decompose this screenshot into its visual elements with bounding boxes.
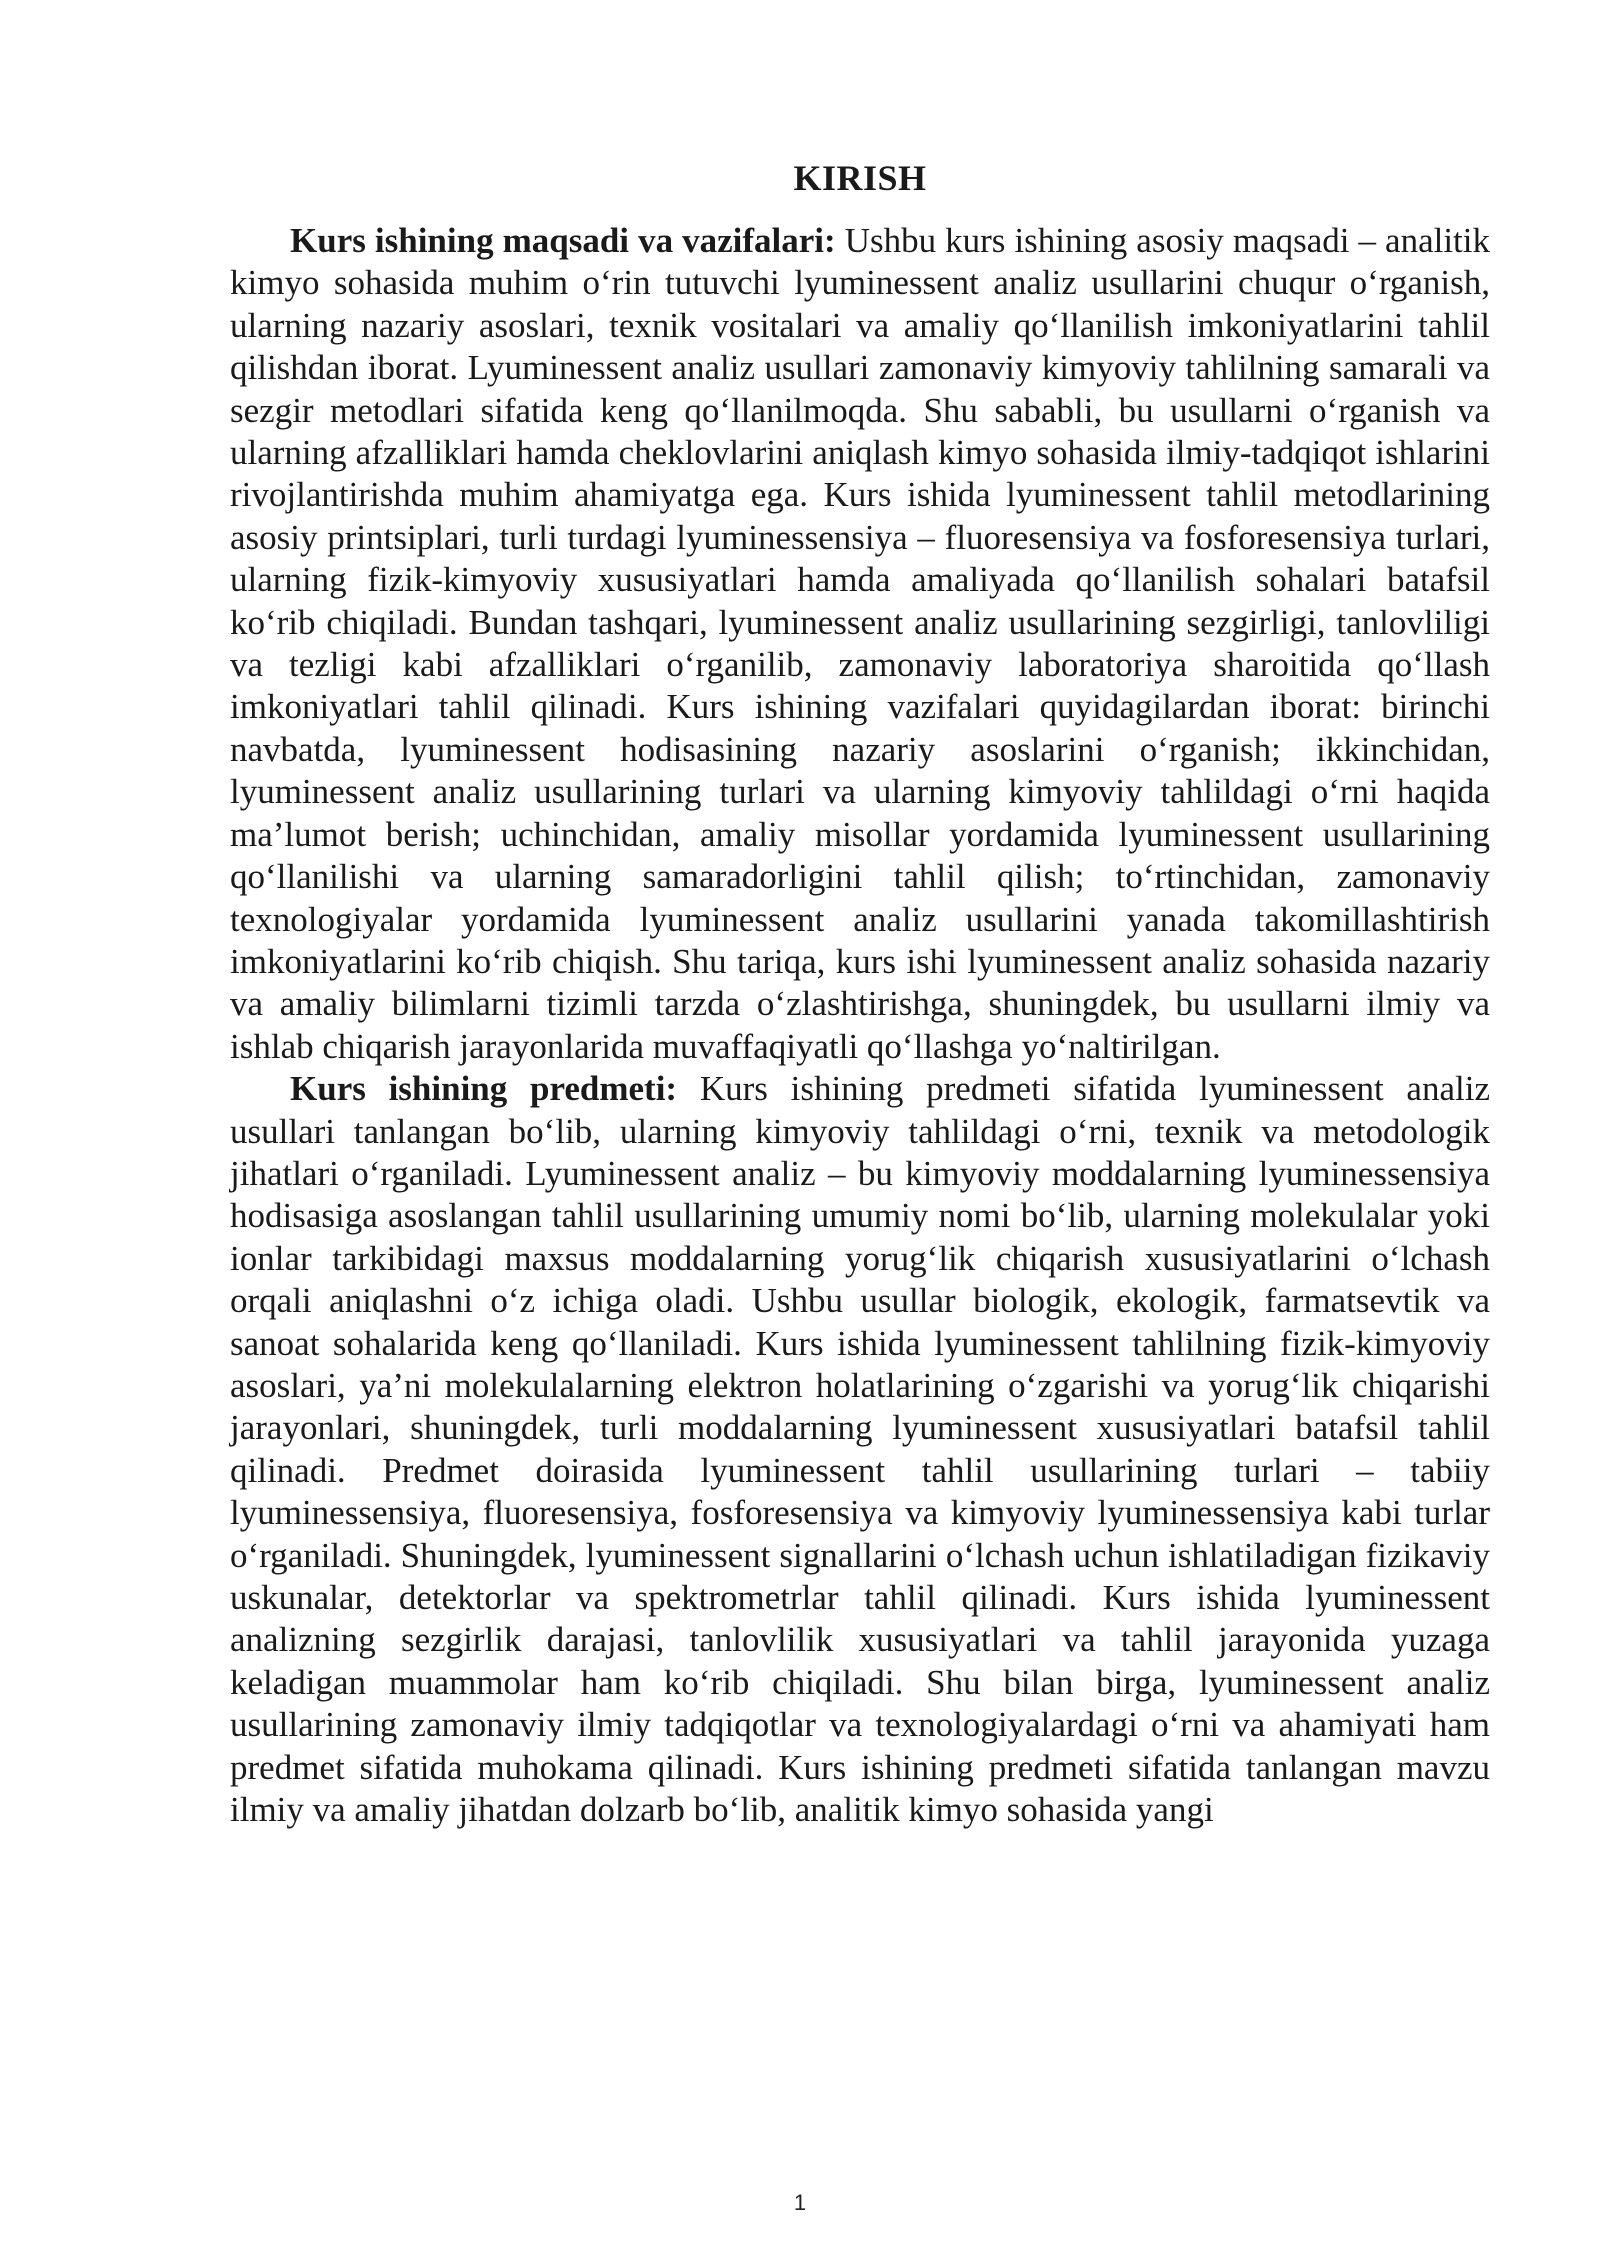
paragraph-subject-heading: Kurs ishining predmeti:: [290, 1069, 678, 1109]
paragraph-goals-heading: Kurs ishining maqsadi va vazifalari:: [290, 221, 836, 260]
paragraph-goals: [230, 220, 1490, 1068]
paragraph-subject: [230, 1068, 1490, 1831]
page-title: KIRISH: [793, 158, 927, 198]
paragraph-goals-text: Ushbu kurs ishining asosiy maqsadi – analitik kimyo sohasida muhim o‘rin tutuvchi lyuminessent analiz usullarini chuqur o‘rganish, ularning nazariy asoslari, texnik vositalari va amaliy qo‘llanilish imkoniyatlarini tahlil qilishdan iborat. Lyuminessent analiz usullari zamonaviy kimyoviy tahlilning samarali va sezgir metodlari sifatida keng qo‘llanilmoqda. Shu sababli, bu usullarni o‘rganish va ularning afzalliklari hamda cheklovlarini aniqlash kimyo sohasida ilmiy-tadqiqot ishlarini rivojlantirishda muhim ahamiyatga ega. Kurs ishida lyuminessent tahlil metodlarining asosiy printsiplari, turli turdagi lyuminessensiya – fluoresensiya va fosforesensiya turlari, ularning fizik-kimyoviy xususiyatlari hamda amaliyada qo‘llanilish sohalari batafsil ko‘rib chiqiladi. Bundan tashqari, lyuminessent analiz usullarining sezgirligi, tanlovliligi va tezligi kabi afzalliklari o‘rganilib, zamonaviy laboratoriya sharoitida qo‘llash imkoniyatlari tahlil qilinadi. Kurs ishining vazifalari quyidagilardan iborat: birinchi navbatda, lyuminessent hodisasining nazariy asoslarini o‘rganish; ikkinchidan, lyuminessent analiz usullarining turlari va ularning kimyoviy tahlildagi o‘rni haqida ma’lumot berish; uchinchidan, amaliy misollar yordamida lyuminessent usullarining qo‘llanilishi va ularning samaradorligini tahlil qilish; to‘rtinchidan, zamonaviy texnologiyalar yordamida lyuminessent analiz usullarini yanada takomillashtirish imkoniyatlarini ko‘rib chiqish. Shu tariqa, kurs ishi lyuminessent analiz sohasida nazariy va amaliy bilimlarni tizimli tarzda o‘zlashtirishga, shuningdek, bu usullarni ilmiy va ishlab chiqarish jarayonlarida muvaffaqiyatli qo‘llashga yo‘naltirilgan.: [230, 221, 1491, 1066]
paragraph-subject-text: Kurs ishining predmeti sifatida lyuminessent analiz usullari tanlangan bo‘lib, ularning kimyoviy tahlildagi o‘rni, texnik va metodologik jihatlari o‘rganiladi. Lyuminessent analiz – bu kimyoviy moddalarning lyuminessensiya hodisasiga asoslangan tahlil usullarining umumiy nomi bo‘lib, ularning molekulalar yoki ionlar tarkibidagi maxsus moddalarning yorug‘lik chiqarish xususiyatlarini o‘lchash orqali aniqlashni o‘z ichiga oladi. Ushbu usullar biologik, ekologik, farmatsevtik va sanoat sohalarida keng qo‘llaniladi. Kurs ishida lyuminessent tahlilning fizik-kimyoviy asoslari, ya’ni molekulalarning elektron holatlarining o‘zgarishi va yorug‘lik chiqarishi jarayonlari, shuningdek, turli moddalarning lyuminessent xususiyatlari batafsil tahlil qilinadi. Predmet doirasida lyuminessent tahlil usullarining turlari – tabiiy lyuminessensiya, fluoresensiya, fosforesensiya va kimyoviy lyuminessensiya kabi turlar o‘rganiladi. Shuningdek, lyuminessent signallarini o‘lchash uchun ishlatiladigan fizikaviy uskunalar, detektorlar va spektrometrlar tahlil qilinadi. Kurs ishida lyuminessent analizning sezgirlik darajasi, tanlovlilik xususiyatlari va tahlil jarayonida yuzaga keladigan muammolar ham ko‘rib chiqiladi. Shu bilan birga, lyuminessent analiz usullarining zamonaviy ilmiy tadqiqotlar va texnologiyalardagi o‘rni va ahamiyati ham predmet sifatida muhokama qilinadi. Kurs ishining predmeti sifatida tanlangan mavzu ilmiy va amaliy jihatdan dolzarb bo‘lib, analitik kimyo sohasida yangi: [230, 1069, 1490, 1830]
page-number: 1: [793, 2190, 807, 2215]
document-page: [230, 150, 1490, 1831]
